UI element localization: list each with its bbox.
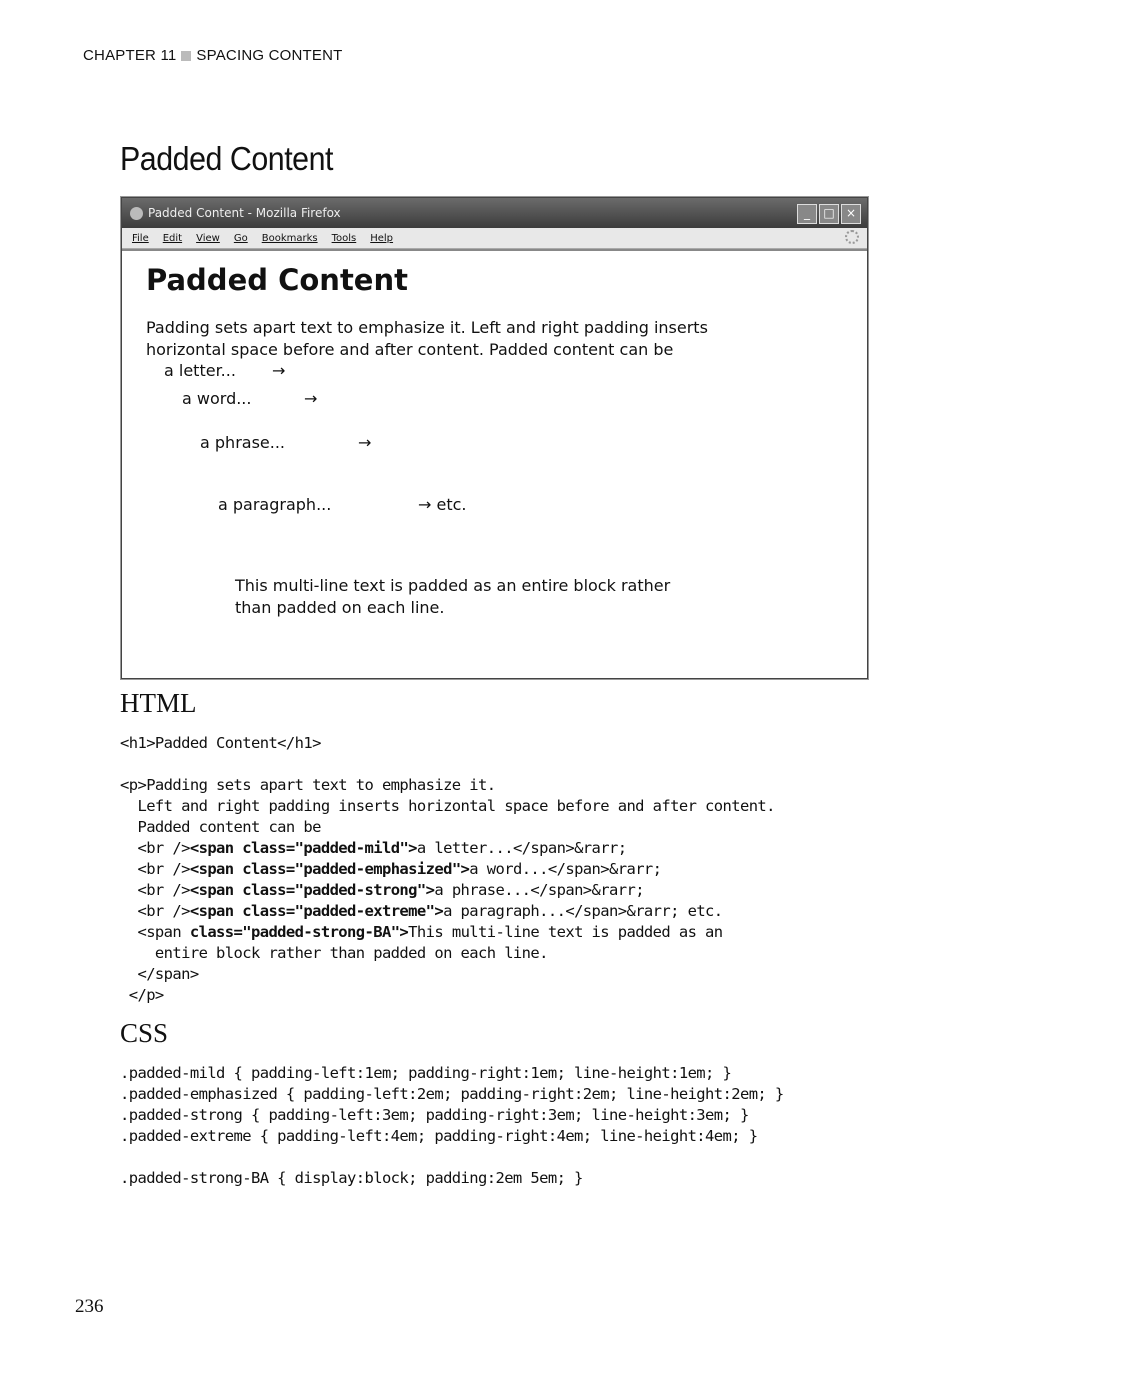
code-class-name: padded-strong xyxy=(303,881,417,899)
code-line: </p> xyxy=(120,986,164,1004)
window-controls xyxy=(797,204,861,224)
code-br: <br /> xyxy=(120,902,190,920)
code-quote-close: "> xyxy=(399,839,417,857)
code-class-name: padded-mild xyxy=(303,839,400,857)
page-intro: Padding sets apart text to emphasize it. Left and right padding inserts horizontal space before and after content. Padded content can be xyxy=(146,318,708,359)
padded-letter-line xyxy=(164,361,286,380)
code-span-open: <span class=" xyxy=(189,881,304,899)
code-span-open: <span class=" xyxy=(189,902,304,920)
chapter-title: SPACING CONTENT xyxy=(196,47,343,64)
window-title: Padded Content - Mozilla Firefox xyxy=(148,206,341,220)
block-line-2: than padded on each line. xyxy=(235,598,445,617)
code-text: a word...</span>&rarr; xyxy=(469,860,662,878)
menu-file[interactable]: File xyxy=(132,232,149,244)
menu-go[interactable]: Go xyxy=(233,232,248,244)
code-class-name: padded-emphasized xyxy=(303,860,452,878)
code-text: a paragraph...</span>&rarr; etc. xyxy=(443,902,723,920)
code-line: .padded-extreme { padding-left:4em; padding-right:4em; line-height:4em; } xyxy=(120,1127,758,1145)
code-line: .padded-emphasized { padding-left:2em; padding-right:2em; line-height:2em; } xyxy=(120,1085,784,1103)
page-heading: Padded Content xyxy=(146,263,408,297)
padded-paragraph-line xyxy=(218,495,467,514)
html-label: HTML xyxy=(120,688,197,718)
padded-phrase-line xyxy=(200,433,372,452)
code-text: This multi-line text is padded as an xyxy=(408,923,723,941)
code-class-name: padded-extreme xyxy=(303,902,426,920)
code-br: <br /> xyxy=(120,881,190,899)
throbber-icon xyxy=(845,230,859,244)
code-text: a phrase...</span>&rarr; xyxy=(434,881,644,899)
padded-letter: a letter... xyxy=(164,361,236,380)
code-line: .padded-strong { padding-left:3em; padding-right:3em; line-height:3em; } xyxy=(120,1106,749,1124)
code-br: <br /> xyxy=(120,839,190,857)
padded-word-line xyxy=(182,389,318,408)
code-line: Padded content can be xyxy=(120,818,321,836)
code-class-attr: class=" xyxy=(189,923,251,941)
arrow-word: → xyxy=(304,389,318,408)
css-code-block xyxy=(120,1063,784,1189)
separator-square-icon xyxy=(181,51,191,61)
menu-edit[interactable]: Edit xyxy=(162,232,183,244)
padded-word: a word... xyxy=(182,389,252,408)
padded-phrase: a phrase... xyxy=(200,433,286,452)
code-quote-close: "> xyxy=(425,902,444,920)
menu-help[interactable]: Help xyxy=(370,232,394,244)
code-span-tag: <span xyxy=(120,923,190,941)
code-span-open: <span class=" xyxy=(189,860,304,878)
code-quote-close: "> xyxy=(451,860,470,878)
browser-menubar xyxy=(122,228,867,249)
code-line: .padded-mild { padding-left:1em; padding-right:1em; line-height:1em; } xyxy=(120,1064,732,1082)
menu-bookmarks[interactable]: Bookmarks xyxy=(261,232,318,244)
section-title: Padded Content xyxy=(120,140,334,177)
minimize-button[interactable]: _ xyxy=(797,204,817,224)
code-br: <br /> xyxy=(120,860,190,878)
browser-screenshot xyxy=(121,197,868,679)
arrow-letter: → xyxy=(272,361,286,380)
code-text: a letter...</span>&rarr; xyxy=(416,839,627,857)
code-quote-close: "> xyxy=(416,881,435,899)
block-line-1: This multi-line text is padded as an entire block rather xyxy=(235,576,671,595)
html-code-block xyxy=(120,733,775,1006)
code-quote-close: "> xyxy=(390,923,409,941)
page-number: 236 xyxy=(75,1296,104,1317)
arrow-phrase: → xyxy=(358,433,372,452)
running-head xyxy=(83,47,343,64)
browser-viewport xyxy=(122,249,867,678)
menu-view[interactable]: View xyxy=(196,232,220,244)
chapter-label: CHAPTER 11 xyxy=(83,47,177,64)
code-line: Left and right padding inserts horizontal space before and after content. xyxy=(120,797,775,815)
browser-titlebar xyxy=(122,198,867,228)
maximize-button[interactable]: □ xyxy=(819,204,839,224)
close-button[interactable]: × xyxy=(841,204,861,224)
arrow-etc: → etc. xyxy=(418,495,467,514)
code-line: <p>Padding sets apart text to emphasize it. xyxy=(120,776,496,794)
padded-paragraph: a paragraph... xyxy=(218,495,332,514)
firefox-logo-icon xyxy=(130,207,143,220)
code-line: <h1>Padded Content</h1> xyxy=(120,734,321,752)
code-line: entire block rather than padded on each line. xyxy=(120,944,548,962)
code-line: .padded-strong-BA { display:block; padding:2em 5em; } xyxy=(120,1169,583,1187)
code-span-open: <span class=" xyxy=(189,839,304,857)
code-class-name: padded-strong-BA xyxy=(250,923,391,941)
code-line: </span> xyxy=(120,965,199,983)
css-label: CSS xyxy=(120,1018,169,1048)
menu-tools[interactable]: Tools xyxy=(331,232,357,244)
